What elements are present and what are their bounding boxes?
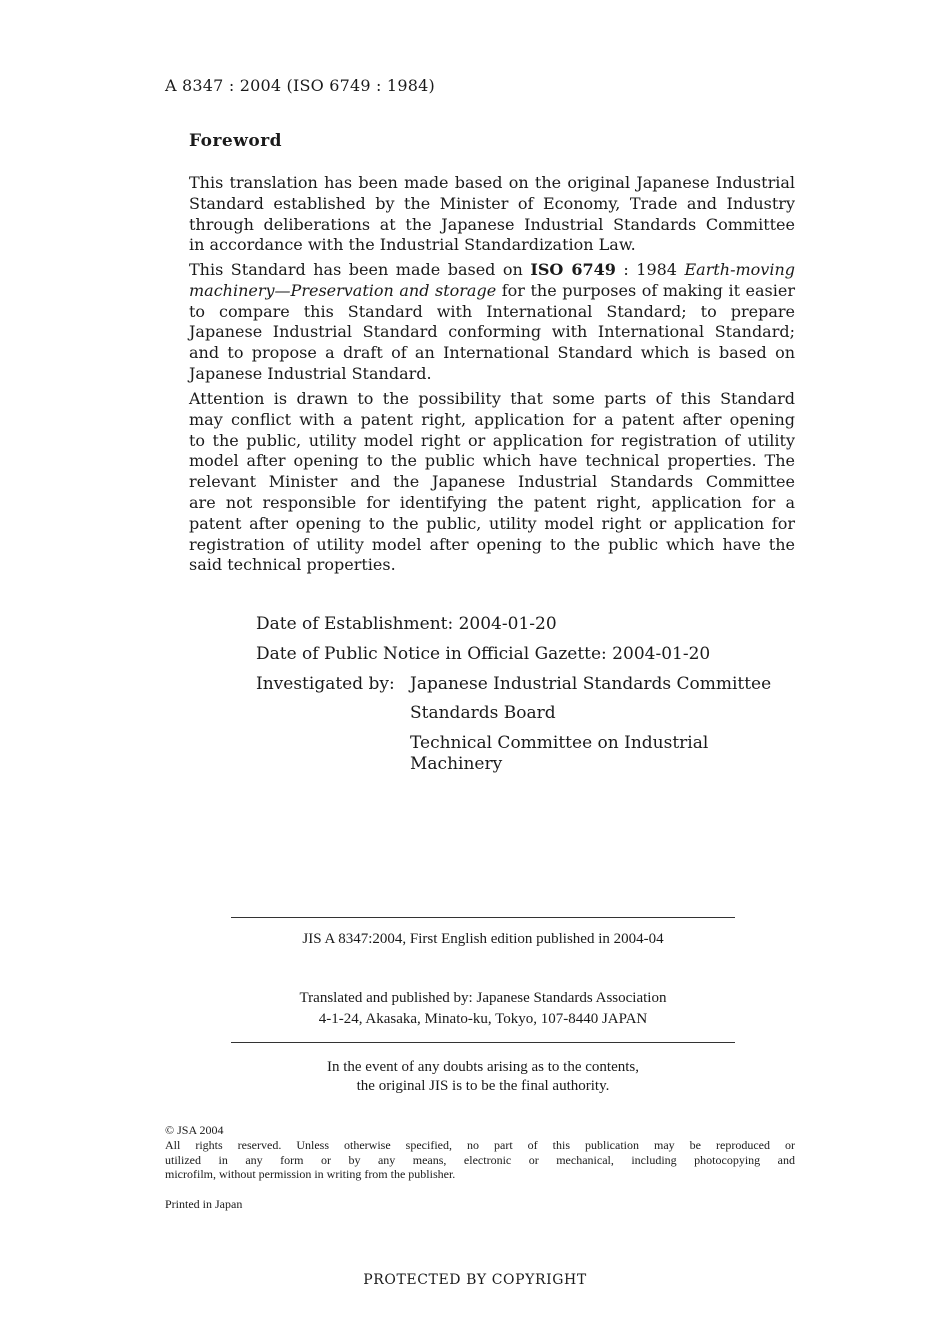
- investigator-board: Standards Board: [410, 703, 556, 723]
- text-run: : 1984: [615, 260, 685, 279]
- iso-title-part: machinery—Preservation and storage: [189, 280, 497, 300]
- text-line: Standard established by the Minister of Economy, Trade and Industry: [189, 193, 795, 213]
- text-line: Japanese Industrial Standard.: [189, 363, 432, 383]
- text-line: to the public, utility model right or application for registration of utility: [189, 430, 795, 450]
- text-line: All rights reserved. Unless otherwise specified, no part of this publication may be reproduced or: [165, 1138, 795, 1152]
- text-line: are not responsible for identifying the patent right, application for a: [189, 492, 795, 512]
- authority-line-2: the original JIS is to be the final authority.: [356, 1078, 610, 1094]
- date-of-public-notice: Date of Public Notice in Official Gazette: 2004-01-20: [256, 644, 711, 664]
- text-line: registration of utility model after opening to the public which have the: [189, 534, 795, 554]
- text-line: Japanese Industrial Standard conforming with International Standard;: [189, 322, 795, 342]
- edition-statement: JIS A 8347:2004, First English edition published in 2004-04: [302, 931, 664, 947]
- text-line: to compare this Standard with International Standard; to prepare: [189, 301, 795, 321]
- text-line: This translation has been made based on the original Japanese Industrial: [189, 173, 795, 192]
- text-run: This Standard has been made based on: [189, 260, 531, 279]
- copyright-notice: © JSA 2004: [165, 1123, 224, 1137]
- foreword-paragraph-2: [189, 260, 795, 385]
- investigated-by-label: Investigated by:: [256, 674, 395, 694]
- printed-in: Printed in Japan: [165, 1197, 243, 1211]
- divider-top: [231, 917, 735, 918]
- text-line: through deliberations at the Japanese Industrial Standards Committee: [189, 214, 795, 234]
- divider-bottom: [231, 1042, 735, 1043]
- iso-reference: ISO 6749: [530, 260, 616, 279]
- text-line: patent after opening to the public, utility model right or application for: [189, 513, 795, 533]
- foreword-paragraph-1: [189, 173, 795, 256]
- authority-line-1: In the event of any doubts arising as to the contents,: [326, 1059, 639, 1075]
- rights-statement: [165, 1138, 795, 1182]
- text-line: Attention is drawn to the possibility that some parts of this Standard: [189, 389, 795, 408]
- text-run: for the purposes of making it easier: [496, 280, 796, 300]
- text-line: utilized in any form or by any means, electronic or mechanical, including photocopying and: [165, 1152, 795, 1167]
- text-line: may conflict with a patent right, application for a patent after opening: [189, 409, 795, 429]
- text-line: and to propose a draft of an International Standard which is based on: [189, 343, 795, 363]
- publisher-line-1: Translated and published by: Japanese Standards Association: [299, 990, 667, 1006]
- text-line: microfilm, without permission in writing from the publisher.: [165, 1167, 456, 1181]
- document-designation: A 8347 : 2004 (ISO 6749 : 1984): [165, 76, 435, 95]
- text-line: model after opening to the public which have technical properties. The: [189, 451, 795, 471]
- publisher-address: 4-1-24, Akasaka, Minato-ku, Tokyo, 107-8440 JAPAN: [318, 1011, 648, 1027]
- investigator-committee: Japanese Industrial Standards Committee: [410, 674, 772, 694]
- text-line: [189, 260, 795, 281]
- foreword-paragraph-3: [189, 389, 795, 576]
- text-line: [189, 281, 795, 302]
- text-line: said technical properties.: [189, 555, 396, 575]
- date-of-establishment: Date of Establishment: 2004-01-20: [256, 614, 557, 634]
- text-line: relevant Minister and the Japanese Industrial Standards Committee: [189, 472, 795, 492]
- foreword-title: Foreword: [189, 131, 283, 151]
- copyright-footer: PROTECTED BY COPYRIGHT: [363, 1272, 587, 1288]
- investigator-technical-committee: Technical Committee on Industrial: [410, 733, 709, 753]
- iso-title-part: Earth-moving: [684, 260, 795, 279]
- text-line: in accordance with the Industrial Standardization Law.: [189, 235, 636, 255]
- investigator-technical-committee-cont: Machinery: [410, 754, 503, 774]
